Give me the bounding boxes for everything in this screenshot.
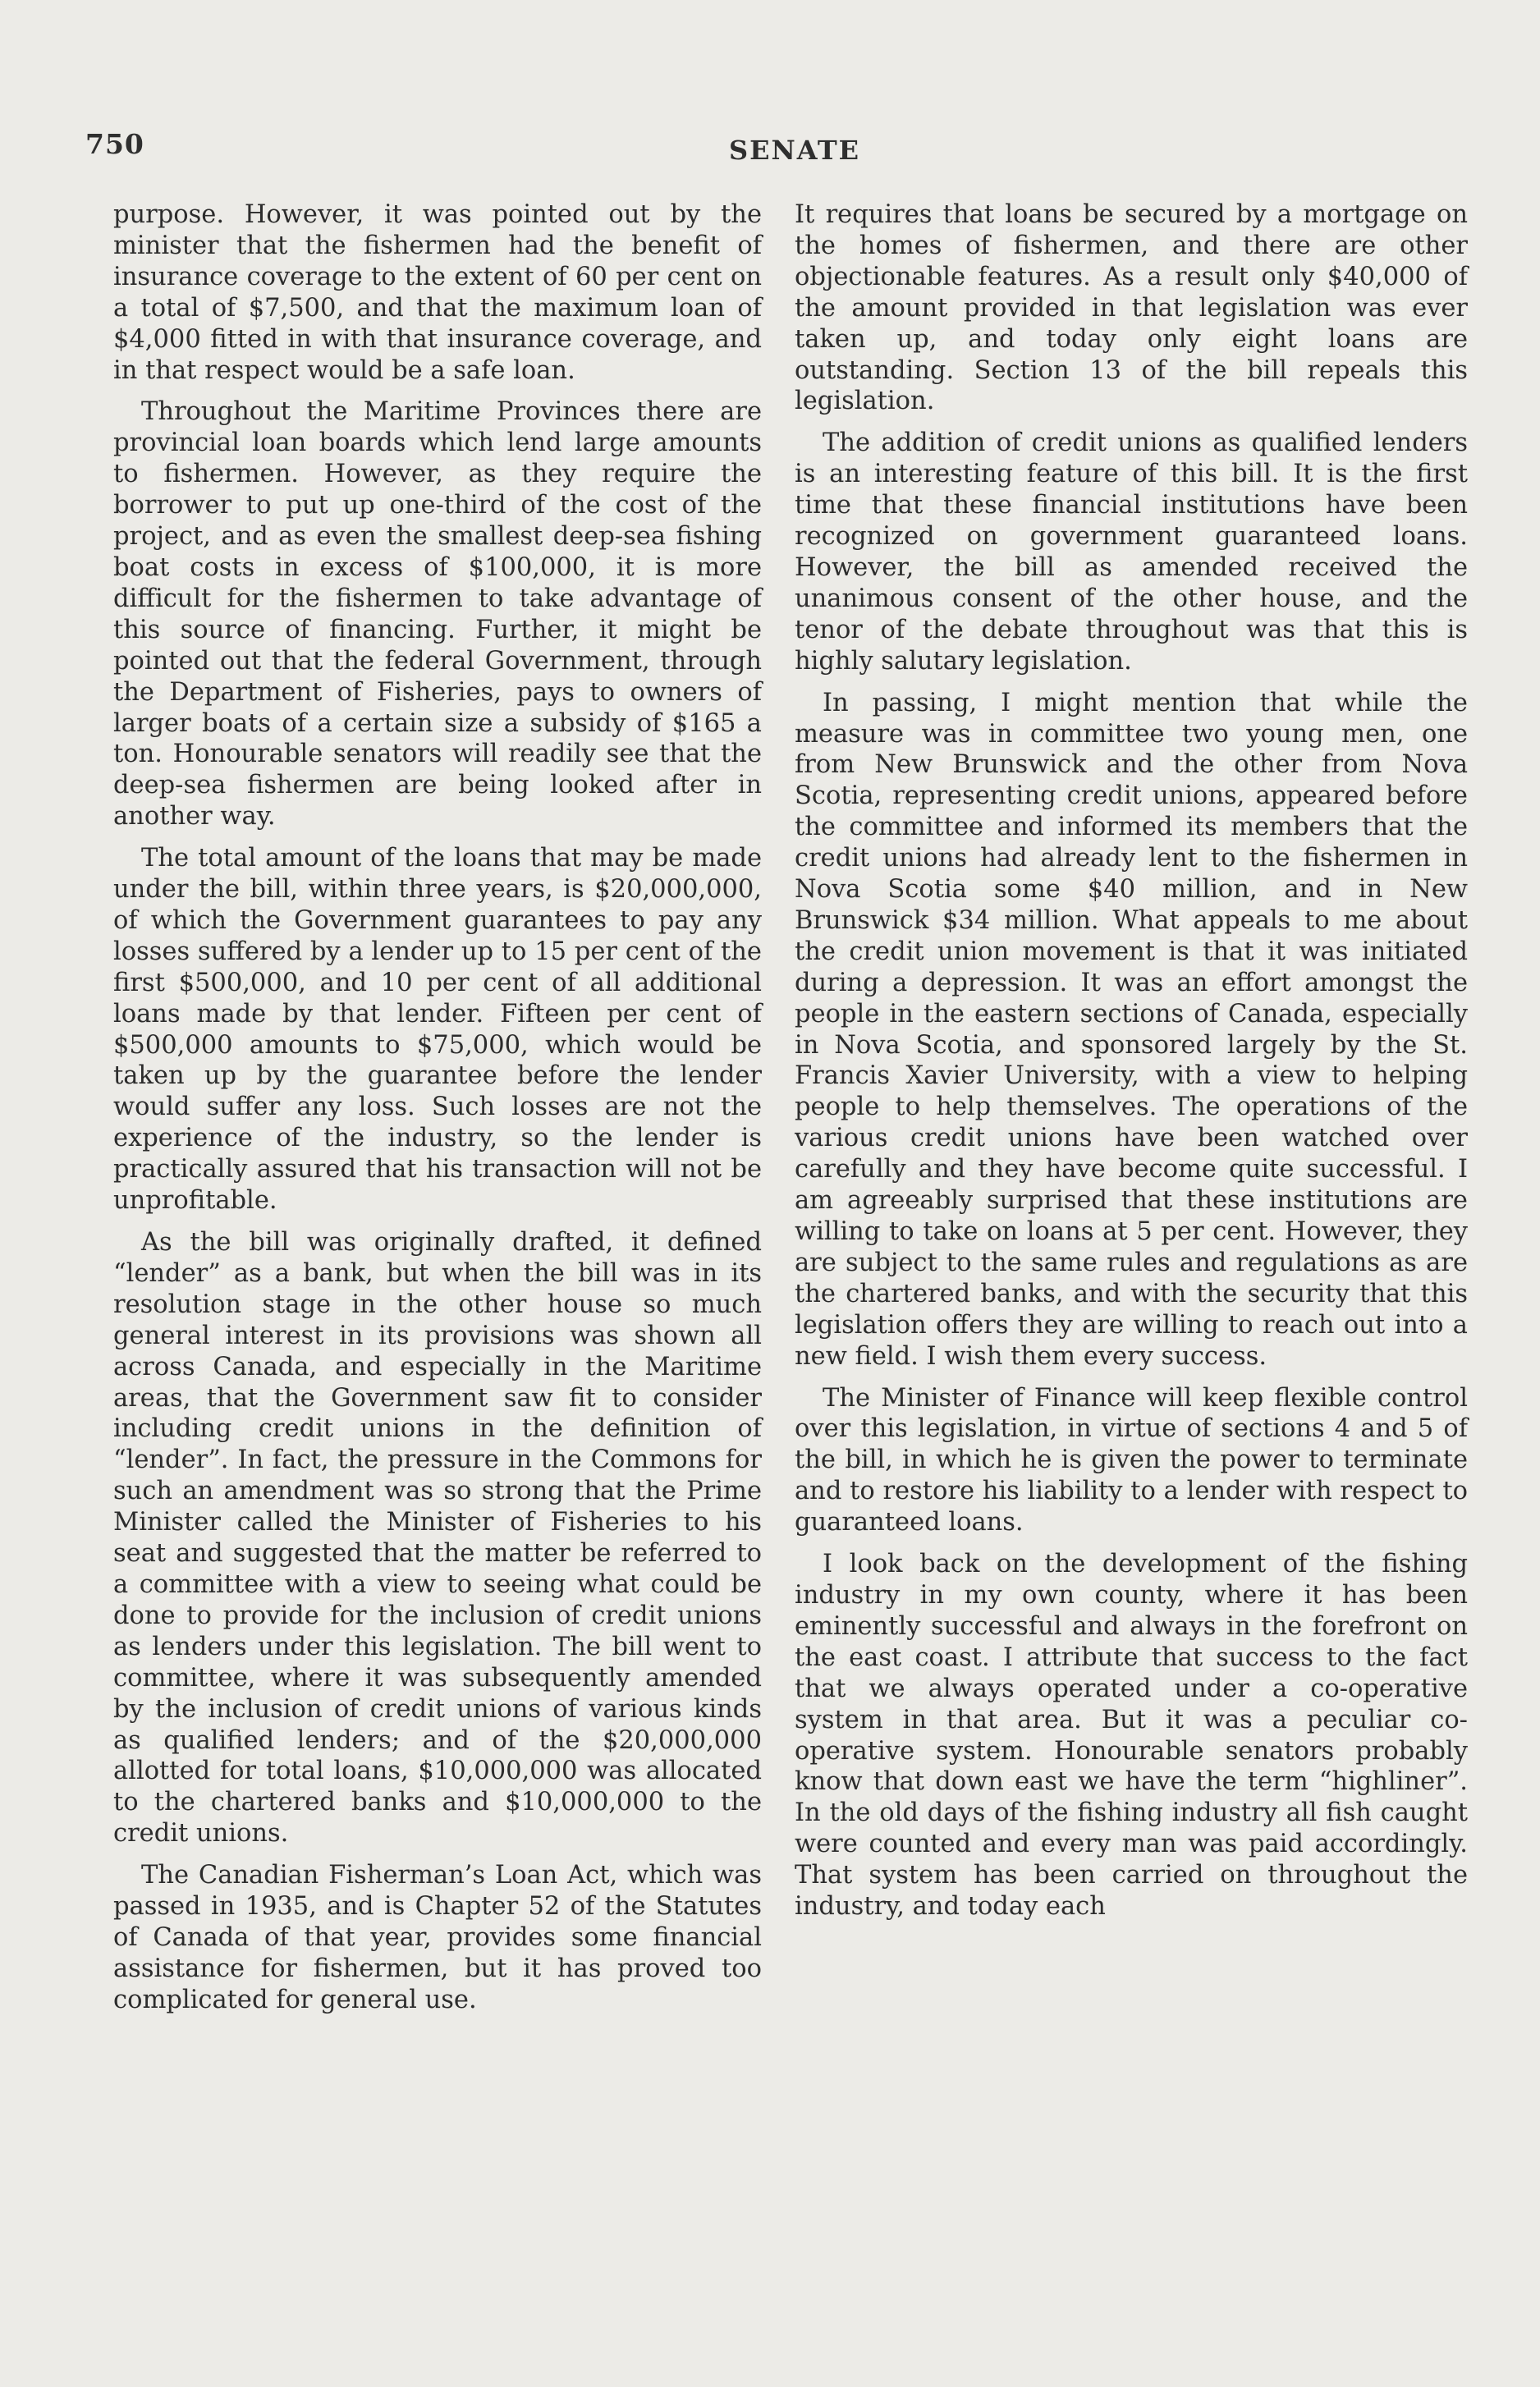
paragraph: The Minister of Finance will keep flexible control over this legislation, in virtue of sections 4 and 5 of the bill, in which he is given the power to terminate and to restore his liability to a lender with respect to guaranteed loans.: [795, 1383, 1468, 1537]
running-head: SENATE: [729, 135, 861, 166]
paragraph: As the bill was originally drafted, it defined “lender” as a bank, but when the bill was in its resolution stage in the other house so much general interest in its provisions was shown all across Canada, and especially in the Maritime areas, that the Government saw fit to consider including credit unions in the definition of “lender”. In fact, the pressure in the Commons for such an amendment was so strong that the Prime Minister called the Minister of Fisheries to his seat and suggested that the matter be referred to a committee with a view to seeing what could be done to provide for the inclusion of credit unions as lenders under this legislation. The bill went to committee, where it was subsequently amended by the inclusion of credit unions of various kinds as qualified lenders; and of the $20,000,000 allotted for total loans, $10,000,000 was allocated to the chartered banks and $10,000,000 to the credit unions.: [113, 1228, 762, 1849]
paragraph: It requires that loans be secured by a mortgage on the homes of fishermen, and there are other objectionable features. As a result only $40,000 of the amount provided in that legislation was ever taken up, and today only eight loans are outstanding. Section 13 of the bill repeals this legislation.: [795, 200, 1468, 416]
page-number: 750: [85, 128, 144, 160]
paragraph: I look back on the development of the fishing industry in my own county, where it has been eminently successful and always in the forefront on the east coast. I attribute that success to the fact that we always operated under a co-operative system in that area. But it was a peculiar co-operative system. Honourable senators probably know that down east we have the term “highliner”. In the old days of the fishing industry all fish caught were counted and every man was paid accordingly. That system has been carried on throughout the industry, and today each: [795, 1550, 1468, 1922]
paragraph: The Canadian Fisherman’s Loan Act, which was passed in 1935, and is Chapter 52 of the Statutes of Canada of that year, provides some financial assistance for fishermen, but it has proved too complicated for general use.: [113, 1861, 762, 2014]
left-column: [113, 199, 762, 2027]
right-column: [795, 199, 1468, 1933]
paragraph: Throughout the Maritime Provinces there are provincial loan boards which lend large amounts to fishermen. However, as they require the borrower to put up one-third of the cost of the project, and as even the smallest deep-sea fishing boat costs in excess of $100,000, it is more difficult for the fishermen to take advantage of this source of financing. Further, it might be pointed out that the federal Government, through the Department of Fisheries, pays to owners of larger boats of a certain size a subsidy of $165 a ton. Honourable senators will readily see that the deep-sea fishermen are being looked after in another way.: [113, 397, 762, 832]
paragraph: In passing, I might mention that while the measure was in committee two young men, one from New Brunswick and the other from Nova Scotia, representing credit unions, appeared before the committee and informed its members that the credit unions had already lent to the fishermen in Nova Scotia some $40 million, and in New Brunswick $34 million. What appeals to me about the credit union movement is that it was initiated during a depression. It was an effort amongst the people in the eastern sections of Canada, especially in Nova Scotia, and sponsored largely by the St. Francis Xavier University, with a view to helping people to help themselves. The operations of the various credit unions have been watched over carefully and they have become quite successful. I am agreeably surprised that these institutions are willing to take on loans at 5 per cent. However, they are subject to the same rules and regulations as are the chartered banks, and with the security that this legislation offers they are willing to reach out into a new field. I wish them every success.: [795, 688, 1468, 1371]
paragraph: The total amount of the loans that may be made under the bill, within three years, is $20,000,000, of which the Government guarantees to pay any losses suffered by a lender up to 15 per cent of the first $500,000, and 10 per cent of all additional loans made by that lender. Fifteen per cent of $500,000 amounts to $75,000, which would be taken up by the guarantee before the lender would suffer any loss. Such losses are not the experience of the industry, so the lender is practically assured that his transaction will not be unprofitable.: [113, 844, 762, 1216]
paragraph: The addition of credit unions as qualified lenders is an interesting feature of this bill. It is the first time that these financial institutions have been recognized on government guaranteed loans. However, the bill as amended received the unanimous consent of the other house, and the tenor of the debate throughout was that this is highly salutary legislation.: [795, 428, 1468, 676]
paragraph: purpose. However, it was pointed out by the minister that the fishermen had the benefit of insurance coverage to the extent of 60 per cent on a total of $7,500, and that the maximum loan of $4,000 fitted in with that insurance coverage, and in that respect would be a safe loan.: [113, 200, 762, 385]
